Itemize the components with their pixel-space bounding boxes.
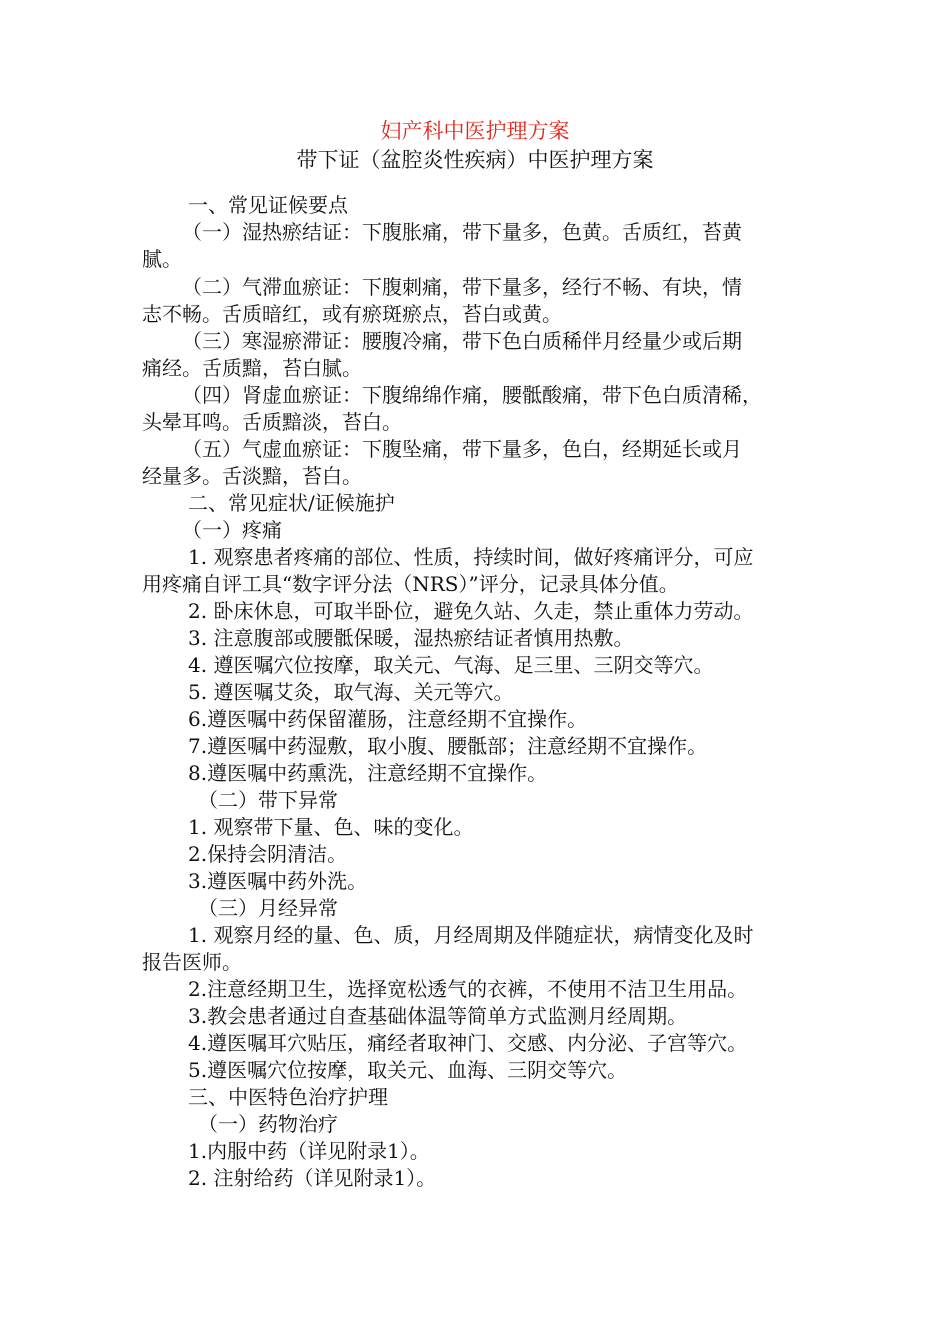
list-item: 3.教会患者通过自查基础体温等简单方式监测月经周期。 [188,1004,688,1028]
list-item: 2. 卧床休息，可取半卧位，避免久站、久走，禁止重体力劳动。 [188,599,754,623]
list-item: 8.遵医嘱中药熏洗，注意经期不宜操作。 [188,761,548,785]
list-item: 2.注意经期卫生，选择宽松透气的衣裤，不使用不洁卫生用品。 [188,977,748,1001]
list-item: 5. 遵医嘱艾灸，取气海、关元等穴。 [188,680,514,704]
list-item: 2.保持会阴清洁。 [188,842,348,866]
paragraph-line: 头晕耳鸣。舌质黯淡，苔白。 [142,410,402,434]
list-item: 1. 观察患者疼痛的部位、性质，持续时间，做好疼痛评分，可应 [188,545,754,569]
list-item-continuation: 报告医师。 [142,950,242,974]
paragraph-line: （三）寒湿瘀滞证：腰腹冷痛，带下色白质稀伴月经量少或后期 [182,329,742,353]
list-item: 3.遵医嘱中药外洗。 [188,869,368,893]
document-subtitle: 带下证（盆腔炎性疾病）中医护理方案 [296,148,654,172]
paragraph-line: （四）肾虚血瘀证：下腹绵绵作痛，腰骶酸痛，带下色白质清稀， [182,383,762,407]
paragraph-line: 腻。 [142,247,182,271]
paragraph-line: （一）湿热瘀结证：下腹胀痛，带下量多，色黄。舌质红，苔黄 [182,220,742,244]
paragraph-line: （二）气滞血瘀证：下腹刺痛，带下量多，经行不畅、有块，情 [182,275,742,299]
subsection-heading: （一）药物治疗 [198,1112,338,1136]
section-heading-3: 三、中医特色治疗护理 [188,1085,388,1109]
section-heading-1: 一、常见证候要点 [188,193,348,217]
list-item: 1. 观察带下量、色、味的变化。 [188,815,474,839]
list-item: 5.遵医嘱穴位按摩，取关元、血海、三阴交等穴。 [188,1058,628,1082]
subsection-heading: （一）疼痛 [182,518,282,542]
list-item: 7.遵医嘱中药湿敷，取小腹、腰骶部；注意经期不宜操作。 [188,734,708,758]
list-item: 2. 注射给药（详见附录1）。 [188,1166,437,1190]
list-item: 6.遵医嘱中药保留灌肠，注意经期不宜操作。 [188,707,588,731]
list-item-continuation: 用疼痛自评工具“数字评分法（NRS）”评分，记录具体分值。 [142,572,679,596]
subsection-heading: （三）月经异常 [198,896,338,920]
list-item: 4.遵医嘱耳穴贴压，痛经者取神门、交感、内分泌、子宫等穴。 [188,1031,748,1055]
list-item: 1. 观察月经的量、色、质，月经周期及伴随症状，病情变化及时 [188,923,754,947]
subsection-heading: （二）带下异常 [198,788,338,812]
paragraph-line: 经量多。舌淡黯，苔白。 [142,464,362,488]
document-title: 妇产科中医护理方案 [380,119,570,143]
list-item: 4. 遵医嘱穴位按摩，取关元、气海、足三里、三阴交等穴。 [188,653,714,677]
paragraph-line: 志不畅。舌质暗红，或有瘀斑瘀点，苔白或黄。 [142,302,562,326]
list-item: 3. 注意腹部或腰骶保暖，湿热瘀结证者慎用热敷。 [188,626,634,650]
list-item: 1.内服中药（详见附录1）。 [188,1139,430,1163]
section-heading-2: 二、常见症状/证候施护 [188,491,395,515]
paragraph-line: （五）气虚血瘀证：下腹坠痛，带下量多，色白，经期延长或月 [182,437,742,461]
paragraph-line: 痛经。舌质黯，苔白腻。 [142,356,362,380]
